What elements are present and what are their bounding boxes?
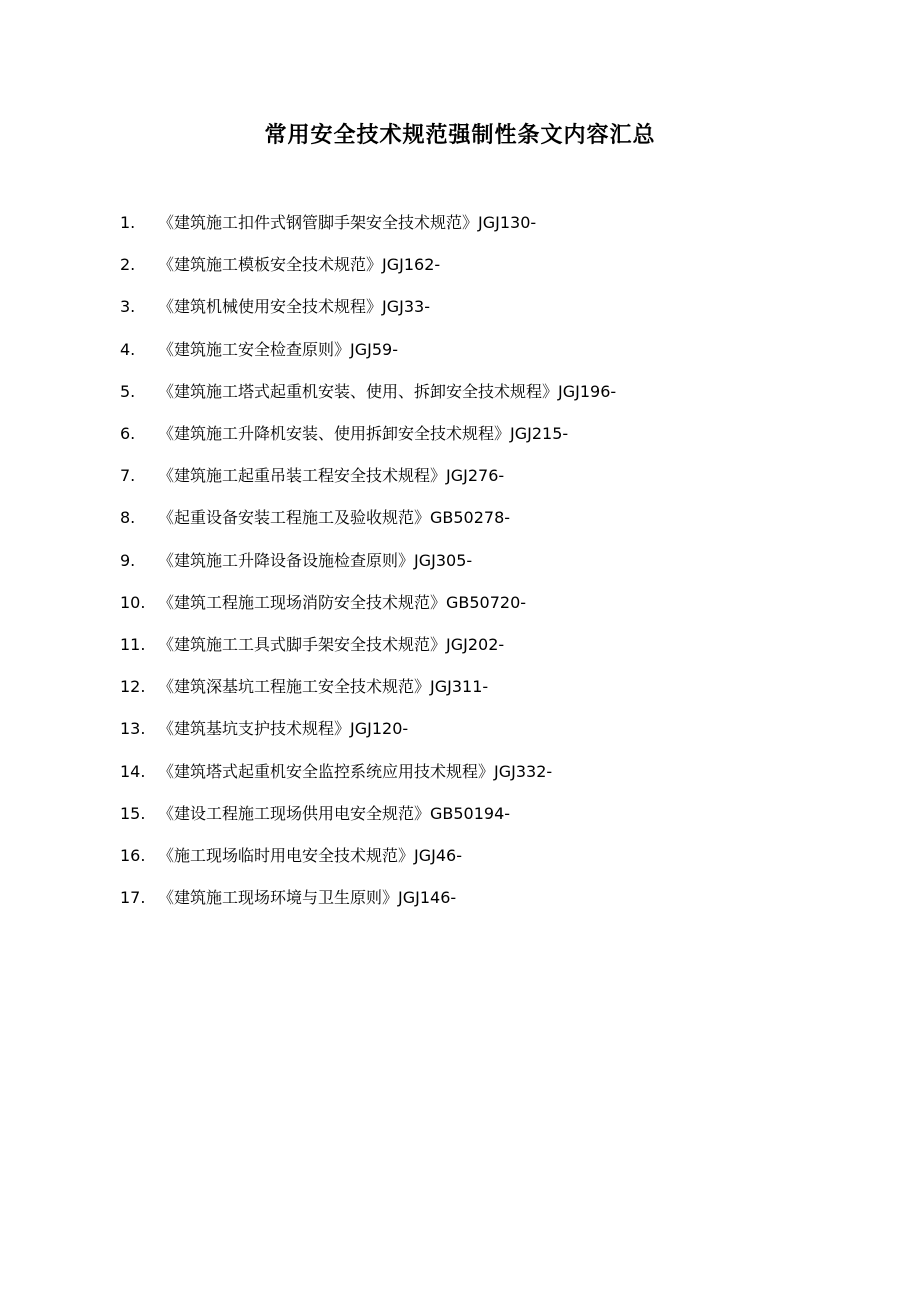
item-number: 6. [120,424,136,444]
item-text: 《建筑施工升降机安装、使用拆卸安全技术规程》JGJ215- [158,424,569,444]
item-text: 《建筑施工工具式脚手架安全技术规范》JGJ202- [158,634,505,654]
list-item [120,540,840,582]
item-number: 14. [120,761,146,781]
item-text: 《建筑基坑支护技术规程》JGJ120- [158,719,409,739]
item-text: 《建筑施工塔式起重机安装、使用、拆卸安全技术规程》JGJ196- [158,381,617,401]
item-number: 15. [120,803,146,823]
item-number: 1. [120,213,136,233]
list-item [120,329,840,371]
list-item [120,286,840,328]
item-number: 16. [120,845,146,865]
list-item [120,244,840,286]
item-number: 17. [120,888,146,908]
item-text: 《起重设备安装工程施工及验收规范》GB50278- [158,508,511,528]
item-text: 《建筑深基坑工程施工安全技术规范》JGJ311- [158,677,489,697]
item-number: 9. [120,550,136,570]
item-number: 12. [120,677,146,697]
list-item [120,413,840,455]
list-item [120,624,840,666]
list-item [120,371,840,413]
item-number: 13. [120,719,146,739]
item-number: 3. [120,297,136,317]
list-item [120,835,840,877]
item-text: 《建设工程施工现场供用电安全规范》GB50194- [158,803,511,823]
item-text: 《建筑机械使用安全技术规程》JGJ33- [158,297,430,317]
item-text: 《施工现场临时用电安全技术规范》JGJ46- [158,845,462,865]
item-text: 《建筑工程施工现场消防安全技术规范》GB50720- [158,592,527,612]
item-number: 4. [120,339,136,359]
item-number: 7. [120,466,136,486]
list-item [120,877,840,919]
item-text: 《建筑施工起重吊装工程安全技术规程》JGJ276- [158,466,505,486]
list-item [120,793,840,835]
list-item [120,202,840,244]
list-item [120,582,840,624]
standards-list [120,202,840,919]
item-text: 《建筑施工扣件式钢管脚手架安全技术规范》JGJ130- [158,213,537,233]
item-number: 5. [120,381,136,401]
list-item [120,750,840,792]
list-item [120,497,840,539]
list-item [120,455,840,497]
item-number: 10. [120,592,146,612]
item-text: 《建筑施工升降设备设施检查原则》JGJ305- [158,550,473,570]
item-text: 《建筑施工安全检查原则》JGJ59- [158,339,398,359]
item-text: 《建筑施工现场环境与卫生原则》JGJ146- [158,888,457,908]
item-text: 《建筑塔式起重机安全监控系统应用技术规程》JGJ332- [158,761,553,781]
item-text: 《建筑施工模板安全技术规范》JGJ162- [158,255,441,275]
list-item [120,666,840,708]
item-number: 8. [120,508,136,528]
item-number: 2. [120,255,136,275]
item-number: 11. [120,634,146,654]
document-title: 常用安全技术规范强制性条文内容汇总 [264,122,656,148]
list-item [120,708,840,750]
